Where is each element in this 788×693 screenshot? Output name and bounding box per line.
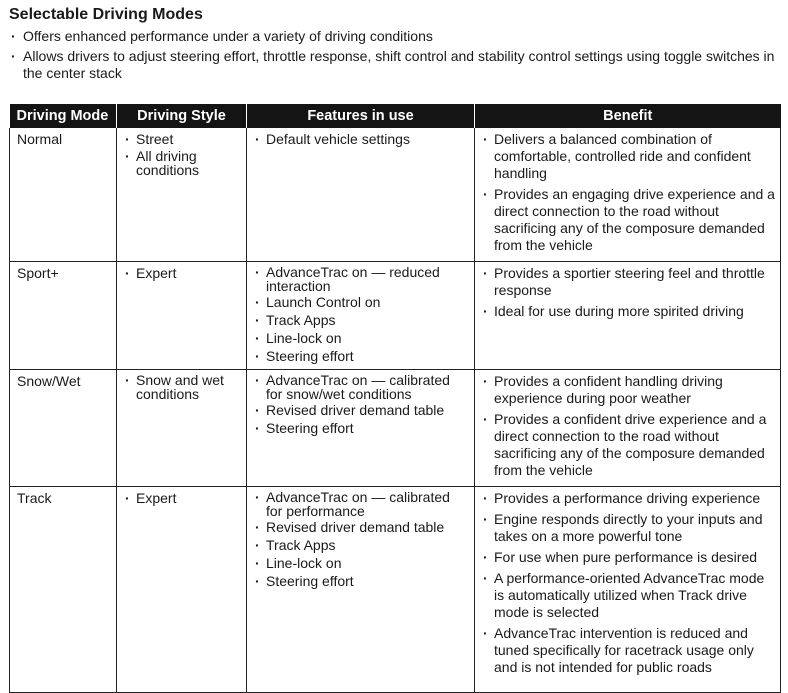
cell-style (117, 370, 247, 487)
header-benefit: Benefit (475, 104, 781, 128)
style-item: · All driving conditions (124, 149, 242, 177)
page-title: Selectable Driving Modes (9, 6, 203, 23)
feature-item: · Line-lock on (254, 555, 470, 572)
cell-benefits (475, 128, 781, 262)
benefit-item: · Provides an engaging drive experience and a direct connection to the road without sacrificing any of the composure demanded from the vehicle (482, 186, 776, 254)
benefit-item: · Ideal for use during more spirited driving (482, 303, 776, 320)
feature-item: · Default vehicle settings (254, 131, 470, 148)
table-row-track (10, 487, 781, 693)
benefit-item: · Provides a confident handling driving experience during poor weather (482, 373, 776, 407)
feature-item: · Steering effort (254, 573, 470, 590)
header-driving-style: Driving Style (117, 104, 247, 128)
table-row-sport (10, 262, 781, 370)
feature-item: · AdvanceTrac on — calibrated for snow/wet conditions (254, 373, 470, 401)
feature-item: · Steering effort (254, 420, 470, 437)
style-item: · Snow and wet conditions (124, 373, 242, 401)
feature-item: · AdvanceTrac on — calibrated for performance (254, 490, 470, 518)
benefit-item: · AdvanceTrac intervention is reduced and tuned specifically for racetrack usage only and is not intended for public roads (482, 625, 776, 676)
cell-mode: Snow/Wet (10, 370, 117, 487)
benefit-item: · Provides a confident drive experience and a direct connection to the road without sacrificing any of the composure demanded from the vehicle (482, 411, 776, 479)
feature-item: · Line-lock on (254, 330, 470, 347)
cell-benefits (475, 262, 781, 370)
benefit-item: · For use when pure performance is desired (482, 549, 776, 566)
table-row-normal (10, 128, 781, 262)
benefit-item: · Delivers a balanced combination of comfortable, controlled ride and confident handling (482, 131, 776, 182)
style-item: · Expert (124, 490, 242, 507)
cell-style (117, 487, 247, 693)
cell-style (117, 262, 247, 370)
intro-list (9, 28, 784, 85)
benefit-item: · A performance-oriented AdvanceTrac mode is automatically utilized when Track drive mode is selected (482, 570, 776, 621)
feature-item: · Track Apps (254, 537, 470, 554)
cell-features (247, 487, 475, 693)
cell-features (247, 128, 475, 262)
cell-mode: Sport+ (10, 262, 117, 370)
intro-bullet: · Allows drivers to adjust steering effort, throttle response, shift control and stability control settings using toggle switches in the center stack (9, 48, 784, 82)
cell-benefits (475, 487, 781, 693)
cell-style (117, 128, 247, 262)
feature-item: · Revised driver demand table (254, 402, 470, 419)
header-driving-mode: Driving Mode (10, 104, 117, 128)
table-row-snow-wet (10, 370, 781, 487)
cell-features (247, 262, 475, 370)
cell-mode: Track (10, 487, 117, 693)
header-features: Features in use (247, 104, 475, 128)
feature-item: · Launch Control on (254, 294, 470, 311)
driving-modes-table (9, 104, 781, 693)
cell-mode: Normal (10, 128, 117, 262)
benefit-item: · Provides a performance driving experience (482, 490, 776, 507)
table-header-row (10, 104, 781, 128)
feature-item: · Revised driver demand table (254, 519, 470, 536)
intro-bullet: · Offers enhanced performance under a variety of driving conditions (9, 28, 784, 45)
feature-item: · Steering effort (254, 348, 470, 365)
cell-benefits (475, 370, 781, 487)
cell-features (247, 370, 475, 487)
benefit-item: · Engine responds directly to your inputs and takes on a more powerful tone (482, 511, 776, 545)
benefit-item: · Provides a sportier steering feel and throttle response (482, 265, 776, 299)
style-item: · Expert (124, 265, 242, 282)
feature-item: · AdvanceTrac on — reduced interaction (254, 265, 470, 293)
feature-item: · Track Apps (254, 312, 470, 329)
style-item: · Street (124, 131, 242, 148)
